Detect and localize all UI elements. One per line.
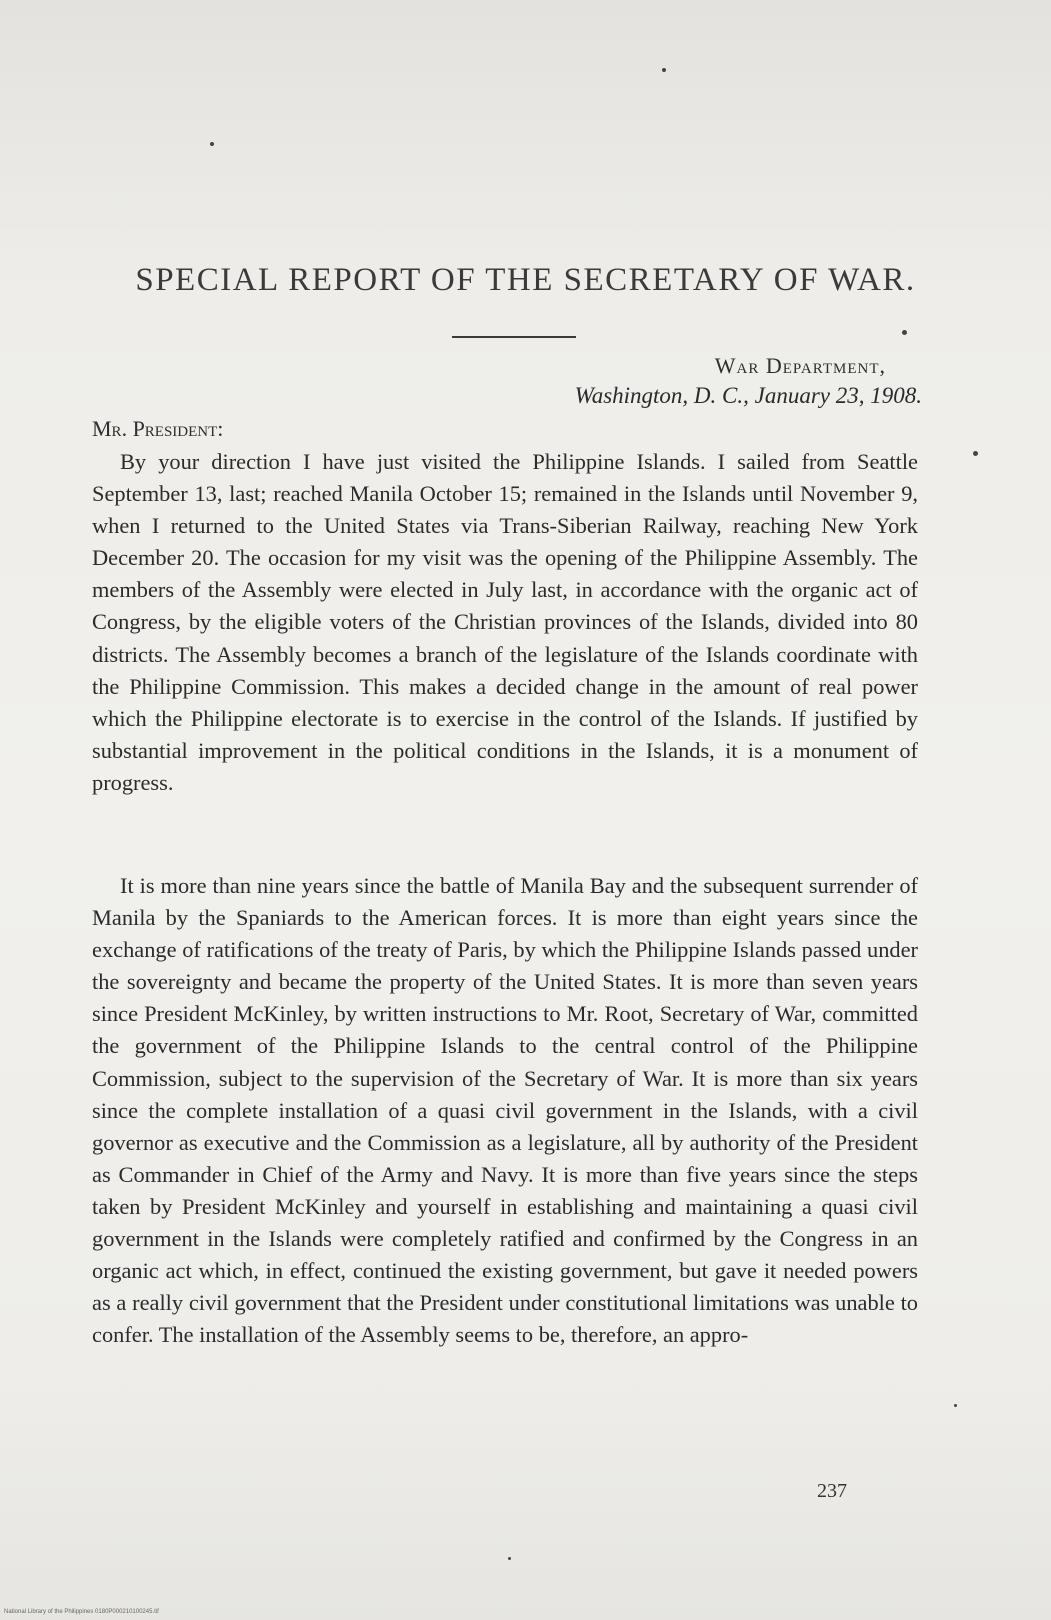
report-title: SPECIAL REPORT OF THE SECRETARY OF WAR.	[135, 262, 916, 298]
scan-speck	[973, 451, 978, 456]
scan-speck	[508, 1557, 511, 1560]
dateline: Washington, D. C., January 23, 1908.	[574, 383, 922, 408]
body-paragraph-2: It is more than nine years since the battle of Manila Bay and the subsequent surrender of Manila by the Spaniards to the American forces. It is more than eight years since the exchange of ratifications of the treaty of Paris, by which the Philippine Islands passed under the sovereignty and became the property of the United States. It is more than seven years since President McKinley, by written instructions to Mr. Root, Secretary of War, committed the government of the Philippine Islands to the central control of the Philippine Commission, subject to the supervision of the Secretary of War. It is more than six years since the complete installation of a quasi civil government in the Islands, with a civil governor as executive and the Commission as a legislature, all by authority of the President as Commander in Chief of the Army and Navy. It is more than five years since the steps taken by President McKinley and yourself in establishing and maintaining a quasi civil government in the Islands were completely ratified and confirmed by the Congress in an organic act which, in effect, continued the existing government, but gave it needed powers as a really civil government that the President under constitutional limitations was unable to confer. The installation of the Assembly seems to be, therefore, an appro-	[92, 873, 918, 1348]
page-number: 237	[817, 1480, 847, 1502]
title-divider	[452, 336, 576, 338]
scan-speck	[210, 142, 214, 146]
scan-credit-footer: National Library of the Philippines 0180P000210100245.tif	[4, 1609, 159, 1615]
salutation: Mr. President:	[92, 416, 224, 441]
scan-speck	[662, 68, 666, 72]
department-heading: War Department,	[714, 353, 886, 378]
scan-speck	[902, 330, 907, 335]
body-paragraph-1: By your direction I have just visited the Philippine Islands. I sailed from Seattle September 13, last; reached Manila October 15; remained in the Islands until November 9, when I returned to the United States via Trans-Siberian Railway, reaching New York December 20. The occasion for my visit was the opening of the Philippine Assembly. The members of the Assembly were elected in July last, in accordance with the organic act of Congress, by the eligible voters of the Christian provinces of the Islands, divided into 80 districts. The Assembly becomes a branch of the legislature of the Islands coordinate with the Philippine Commission. This makes a decided change in the amount of real power which the Philippine electorate is to exercise in the control of the Islands. If justified by substantial improvement in the political conditions in the Islands, it is a monument of progress.	[92, 449, 918, 795]
scan-speck	[954, 1404, 957, 1407]
